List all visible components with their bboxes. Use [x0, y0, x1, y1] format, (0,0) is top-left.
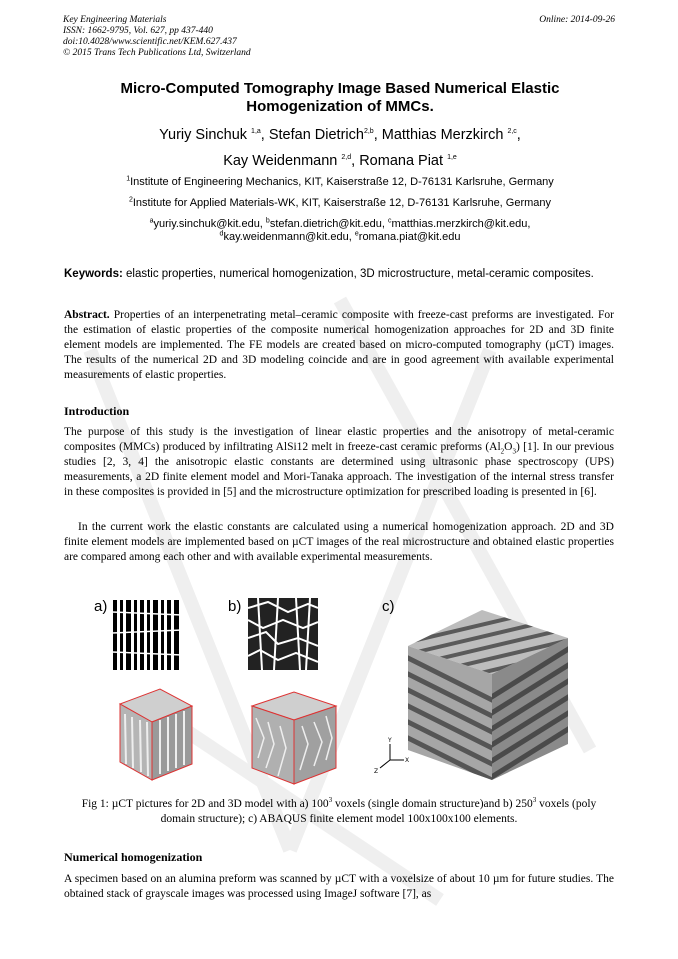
panel-label-a: a)	[94, 598, 108, 615]
affiliation-2	[60, 197, 620, 210]
affil-marker: 2	[128, 196, 133, 204]
paper-title	[90, 80, 590, 116]
email-marker: e	[354, 230, 359, 238]
author-affil-marker: 2,b	[363, 128, 374, 136]
figure-1	[60, 596, 620, 792]
intro-text: O	[504, 441, 513, 453]
author-name: Stefan Dietrich	[268, 127, 364, 143]
affiliation-1	[60, 176, 620, 189]
microstructure-slice-b	[248, 598, 318, 670]
email-list	[60, 218, 620, 244]
caption-text: voxels (poly domain structure); c) ABAQUS finite element model 100x100x100 elements.	[160, 798, 597, 825]
intro-paragraph-2: In the current work the elastic constants are calculated using a numerical homogenization approach. 2D and 3D finite element models are implemented based on µCT images of the real microstructure and obtained elastic properties are compared among each other and with available experimental measurements.	[64, 521, 614, 563]
keywords-text: elastic properties, numerical homogenization, 3D microstructure, metal-ceramic composites.	[126, 268, 594, 280]
caption-text: Fig 1: µCT pictures for 2D and 3D model with a) 100	[81, 798, 329, 810]
figure-caption	[64, 797, 614, 827]
section-heading-numerical-homogenization: Numerical homogenization	[64, 850, 203, 864]
axis-z-label: Z	[374, 768, 379, 775]
doi: doi:10.4028/www.scientific.net/KEM.627.437	[63, 37, 237, 47]
fe-model-cube-c	[400, 604, 575, 784]
keywords	[64, 267, 614, 282]
author-name: Yuriy Sinchuk	[159, 127, 248, 143]
numhom-paragraph: A specimen based on an alumina preform was scanned by µCT with a voxelsize of about 10 µm for future studies. The obtained stack of grayscale images was processed using ImageJ software [7], as	[64, 873, 614, 900]
email-link[interactable]: romana.piat@kit.edu	[358, 231, 461, 243]
author-affil-marker: 2,c	[507, 128, 517, 136]
superscript: 3	[328, 796, 333, 805]
abstract-text: Properties of an interpenetrating metal–ceramic composite with freeze-cast preforms are investigated. For the estimation of elastic properties of the composite numerical homogenization approaches for 2D and 3D finite element models are implemented. The FE models are created based on micro-computed tomography (µCT) images. The results of the numerical 2D and 3D modeling coincide and are in good agreement with available experimental measurements of elastic properties.	[64, 309, 614, 381]
microstructure-cube-a	[110, 684, 200, 784]
author-affil-marker: 2,d	[341, 154, 352, 162]
author-name: Romana Piat	[359, 153, 444, 169]
author-name: Matthias Merzkirch	[381, 127, 504, 143]
email-link[interactable]: yuriy.sinchuk@kit.edu,	[153, 218, 266, 230]
microstructure-slice-a	[112, 600, 182, 670]
email-link[interactable]: kay.weidenmann@kit.edu,	[223, 231, 355, 243]
abstract	[64, 308, 614, 383]
title-line-1: Micro-Computed Tomography Image Based Numerical Elastic	[120, 80, 560, 97]
affil-text: Institute for Applied Materials-WK, KIT, Kaiserstraße 12, D-76131 Karlsruhe, Germany	[132, 197, 552, 209]
email-marker: b	[265, 217, 270, 225]
affil-text: Institute of Engineering Mechanics, KIT, Kaiserstraße 12, D-76131 Karlsruhe, Germany	[130, 176, 554, 188]
microstructure-cube-b	[244, 688, 344, 788]
copyright: © 2015 Trans Tech Publications Ltd, Switzerland	[63, 48, 251, 58]
caption-text: voxels (single domain structure)and b) 250	[332, 798, 533, 810]
email-marker: a	[149, 217, 154, 225]
journal-name: Key Engineering Materials	[63, 15, 167, 25]
email-link[interactable]: matthias.merzkirch@kit.edu,	[391, 218, 531, 230]
abstract-label: Abstract.	[64, 309, 110, 321]
section-heading-introduction: Introduction	[64, 404, 130, 418]
panel-label-b: b)	[228, 598, 242, 615]
author-affil-marker: 1,e	[447, 154, 457, 162]
author-affil-marker: 1,a	[251, 128, 261, 136]
subscript: 2	[500, 447, 505, 456]
keywords-label: Keywords:	[64, 268, 123, 280]
issn: ISSN: 1662-9795, Vol. 627, pp 437-440	[63, 26, 213, 36]
email-link[interactable]: stefan.dietrich@kit.edu,	[269, 218, 388, 230]
title-line-2: Homogenization of MMCs.	[246, 98, 434, 115]
panel-label-c: c)	[382, 598, 395, 615]
email-marker: c	[388, 217, 392, 225]
email-marker: d	[219, 230, 224, 238]
author-list: Yuriy Sinchuk $^{1,a}$, Stefan Dietrich$^{2,b}$, Matthias Merzkirch $^{2,c}$, Kay Weidenmann $^{2,d}$, Romana Piat $^{1,e}$	[159, 127, 521, 169]
online-date: Online: 2014-09-26	[539, 15, 615, 25]
superscript: 3	[532, 796, 537, 805]
author-name: Kay Weidenmann	[223, 153, 338, 169]
affil-marker: 1	[126, 175, 131, 183]
intro-text: The purpose of this study is the investigation of linear elastic properties and the anisotropy of metal-ceramic composites (MMCs) produced by infiltrating AlSi12 melt in freeze-cast ceramic preforms (Al	[64, 426, 614, 453]
subscript: 3	[512, 447, 516, 456]
axis-y-label: Y	[388, 737, 392, 744]
journal-header	[63, 15, 251, 59]
intro-paragraph-1	[64, 425, 614, 500]
intro-text: ) [1]. In our previous studies [2, 3, 4] the anisotropic elastic constants are determined using ultrasonic phase spectroscopy (UPS) measurements, a 2D finite element model and Mori-Tanaka approach. The investigation of the internal stress transfer in these composites is provided in [5] and the microstructure optimization for prescribed loading is presented in [6].	[64, 441, 614, 498]
axis-x-label: X	[405, 757, 410, 764]
